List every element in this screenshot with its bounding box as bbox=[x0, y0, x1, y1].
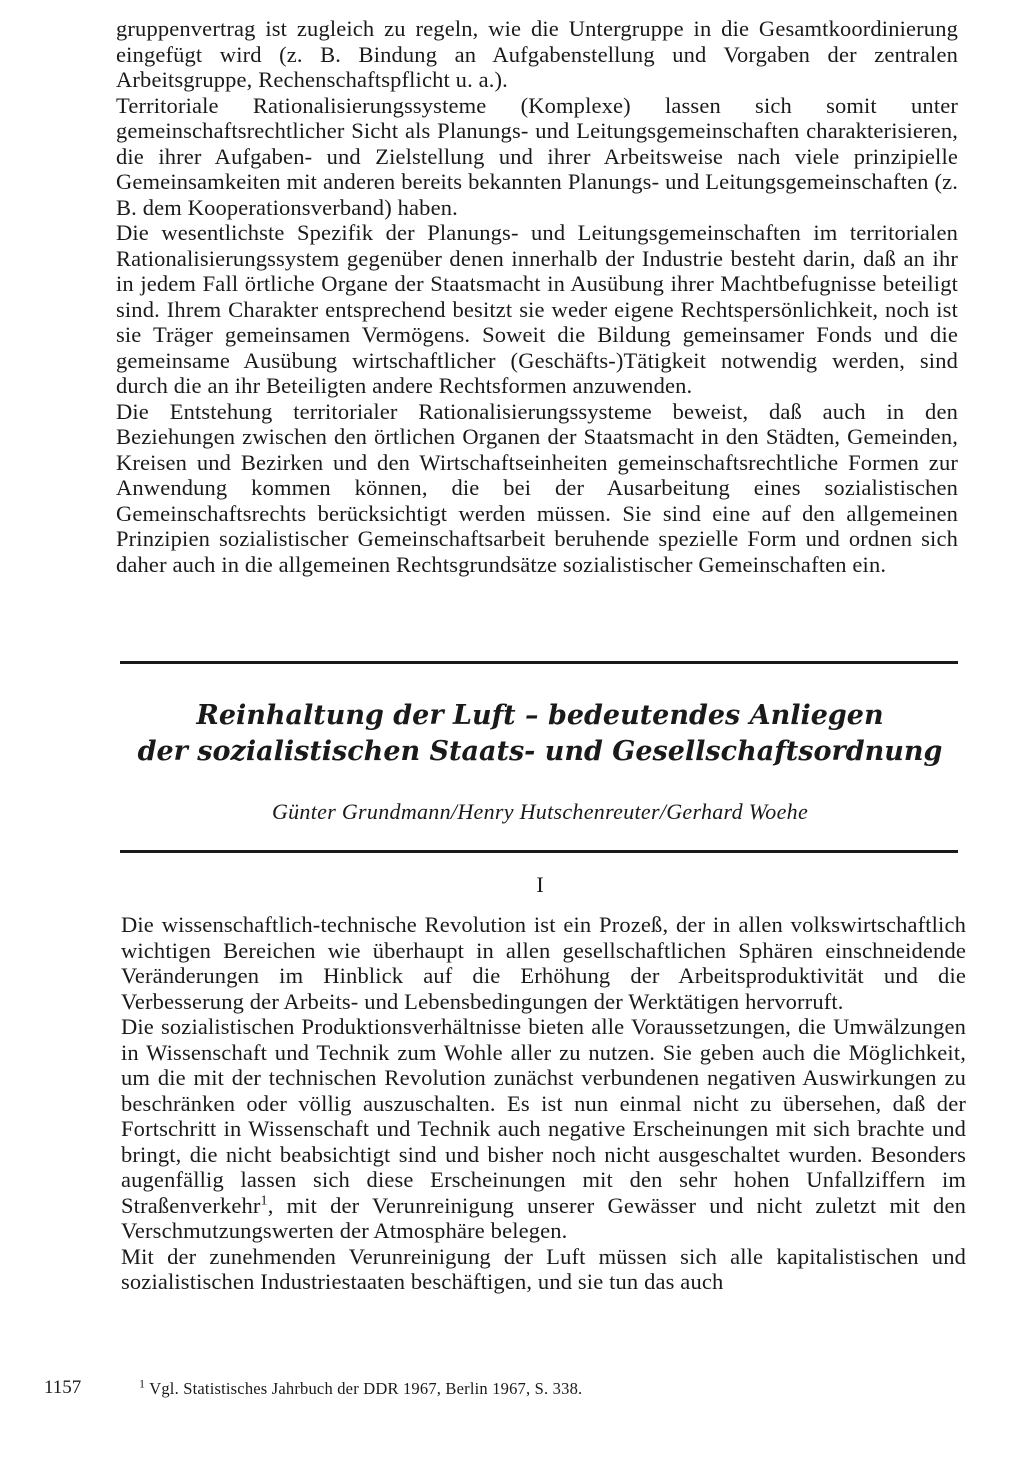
footnote-mark: 1 bbox=[139, 1376, 146, 1391]
body-paragraph: Territoriale Rationalisierungssysteme (Komplexe) lassen sich somit unter gemeinschaftsrechtlicher Sicht als Planungs- und Leitungsgemeinschaften charakterisieren, die ihrer Aufgaben- und Zielstellung und ihrer Arbeitsweise nach viele prinzipielle Gemeinsamkeiten mit anderen bereits bekannten Planungs- und Leitungsgemeinschaften (z. B. dem Kooperationsverband) haben. bbox=[116, 92, 958, 220]
section-divider-top bbox=[120, 661, 958, 664]
footnote-text: Vgl. Statistisches Jahrbuch der DDR 1967, Berlin 1967, S. 338. bbox=[145, 1379, 583, 1398]
section-divider-bottom bbox=[120, 850, 958, 853]
body-paragraph: gruppenvertrag ist zugleich zu regeln, wie die Untergruppe in die Gesamtkoordinierung eingefügt wird (z. B. Bindung an Aufgabenstellung und Vorgaben der zentralen Arbeitsgruppe, Rechenschaftspflicht u. a.). bbox=[116, 16, 958, 92]
page-number: 1157 bbox=[44, 1377, 82, 1398]
body-paragraph: Die wesentlichste Spezifik der Planungs- und Leitungsgemeinschaften im territorialen Rationalisierungssystem gegenüber denen innerhalb der Industrie besteht darin, daß an ihr in jedem Fall örtliche Organe der Staatsmacht in Ausübung ihrer Machtbefugnisse beteiligt sind. Ihrem Charakter entsprechend besitzt sie weder eigene Rechtspersönlichkeit, noch ist sie Träger gemeinsamen Vermögens. Soweit die Bildung gemeinsamer Fonds und die gemeinsame Ausübung wirtschaftlicher (Geschäfts-)Tätigkeit notwendig werden, sind durch die an ihr Beteiligten andere Rechtsformen anzuwenden. bbox=[116, 220, 958, 398]
footnote bbox=[139, 1378, 959, 1400]
paragraph-text: Die sozialistischen Produktionsverhältnisse bieten alle Voraussetzungen, die Umwälzungen in Wissenschaft und Technik zum Wohle aller zu nutzen. Sie geben auch die Möglichkeit, um die mit der technischen Revolution zunächst verbundenen negativen Auswirkungen zu beschränken oder völlig auszuschalten. Es ist nun einmal nicht zu übersehen, daß der Fortschritt in Wissenschaft und Technik auch negative Erscheinungen mit sich brachte und bringt, die nicht beabsichtigt sind und bisher noch nicht ausgeschaltet wurden. Besonders augenfällig lassen sich diese Erscheinungen mit den sehr hohen Unfallziffern im Straßenverkehr bbox=[121, 1014, 966, 1218]
article-title-line-2: der sozialistischen Staats- und Gesellschaftsordnung bbox=[137, 736, 943, 767]
article-title-line-1: Reinhaltung der Luft – bedeutendes Anliegen bbox=[196, 700, 884, 731]
article-authors: Günter Grundmann/Henry Hutschenreuter/Gerhard Woehe bbox=[271, 799, 809, 824]
article-body bbox=[121, 912, 966, 1295]
body-paragraph-with-footnote bbox=[121, 1014, 966, 1244]
body-paragraph: Mit der zunehmenden Verunreinigung der Luft müssen sich alle kapitalistischen und sozialistischen Industriestaaten beschäftigen, und sie tun das auch bbox=[121, 1243, 966, 1294]
body-paragraph: Die wissenschaftlich-technische Revolution ist ein Prozeß, der in allen volkswirtschaftlich wichtigen Bereichen wie überhaupt in allen gesellschaftlichen Sphären einschneidende Veränderungen im Hinblick auf die Erhöhung der Arbeitsproduktivität und die Verbesserung der Arbeits- und Lebensbedingungen der Werktätigen hervorruft. bbox=[121, 912, 966, 1014]
paragraph-text: , mit der Verunreinigung unserer Gewässer und nicht zuletzt mit den Verschmutzungswerten der Atmosphäre belegen. bbox=[121, 1192, 966, 1243]
footnote-reference: 1 bbox=[260, 1193, 268, 1208]
section-number: I bbox=[536, 872, 544, 897]
article-title bbox=[120, 698, 960, 770]
body-paragraph: Die Entstehung territorialer Rationalisierungssysteme beweist, daß auch in den Beziehungen zwischen den örtlichen Organen der Staatsmacht in den Städten, Gemeinden, Kreisen und Bezirken und den Wirtschaftseinheiten gemeinschaftsrechtliche Formen zur Anwendung kommen können, die bei der Ausarbeitung eines sozialistischen Gemeinschaftsrechts berücksichtigt werden müssen. Sie sind eine auf den allgemeinen Prinzipien sozialistischer Gemeinschaftsarbeit beruhende spezielle Form und ordnen sich daher auch in die allgemeinen Rechtsgrundsätze sozialistischer Gemeinschaften ein. bbox=[116, 398, 958, 577]
previous-article-continuation bbox=[116, 16, 958, 577]
